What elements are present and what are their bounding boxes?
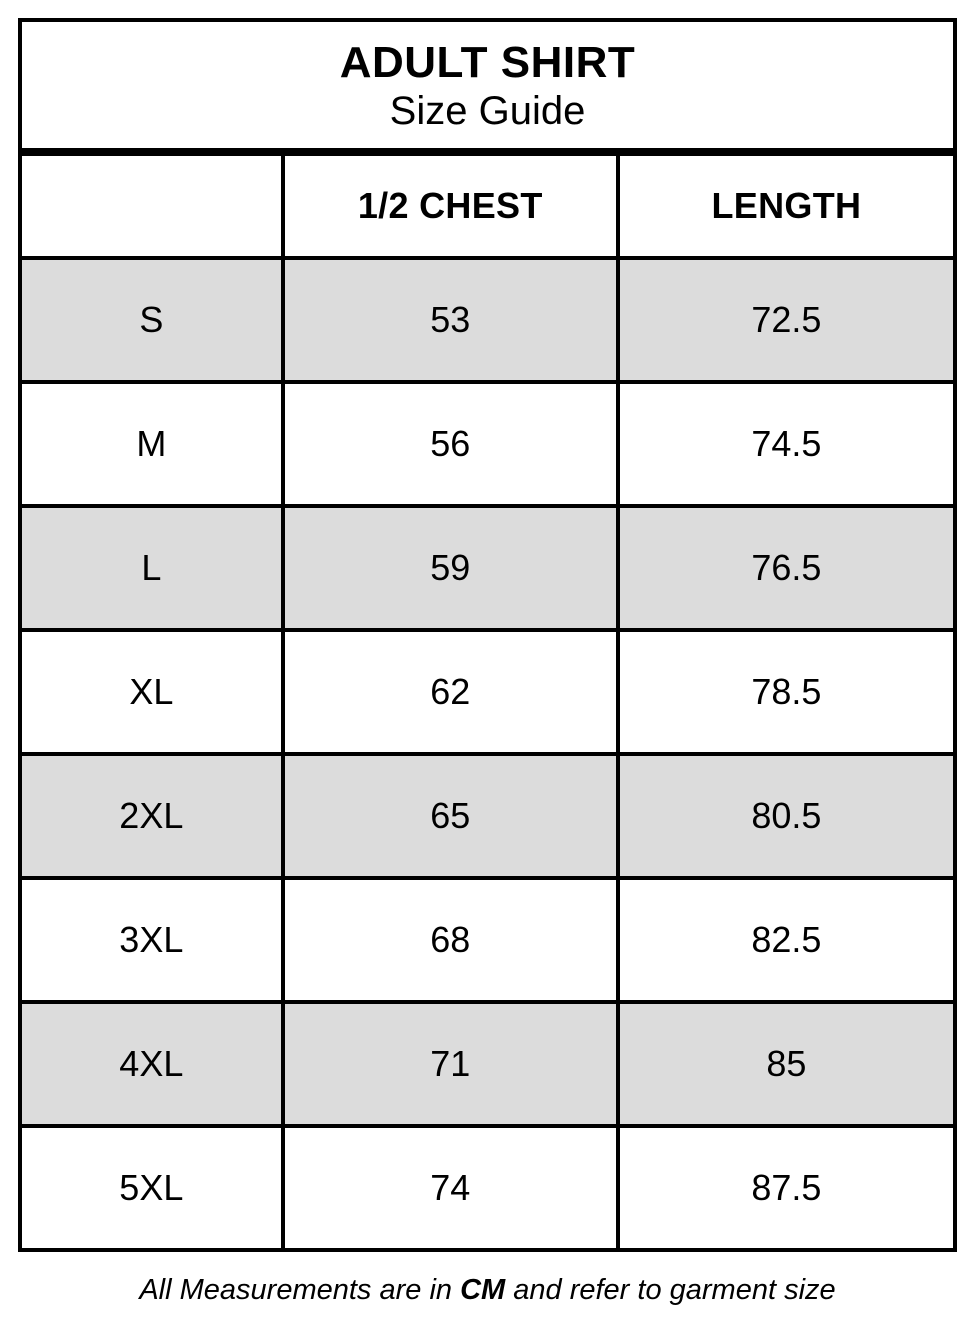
table-row bbox=[22, 506, 953, 630]
table-header-row bbox=[22, 156, 953, 258]
table-row bbox=[22, 1126, 953, 1248]
cell-half-chest: 71 bbox=[283, 1002, 618, 1126]
table-row bbox=[22, 878, 953, 1002]
cell-size: 3XL bbox=[22, 878, 283, 1002]
page-title: ADULT SHIRT bbox=[339, 38, 636, 87]
page-subtitle: Size Guide bbox=[389, 89, 586, 134]
table-row bbox=[22, 1002, 953, 1126]
measurements-table bbox=[22, 156, 953, 1248]
table-row bbox=[22, 754, 953, 878]
cell-length: 76.5 bbox=[618, 506, 953, 630]
footnote-unit: CM bbox=[460, 1274, 506, 1307]
cell-length: 78.5 bbox=[618, 630, 953, 754]
table-row bbox=[22, 258, 953, 382]
cell-length: 87.5 bbox=[751, 1167, 822, 1209]
size-chart bbox=[18, 18, 957, 1248]
column-header-half-chest: 1/2 CHEST bbox=[283, 156, 618, 258]
chart-header bbox=[22, 22, 953, 156]
cell-half-chest: 68 bbox=[283, 878, 618, 1002]
footnote-prefix: All Measurements are in bbox=[139, 1274, 461, 1307]
cell-length: 72.5 bbox=[618, 258, 953, 382]
cell-size: M bbox=[22, 382, 283, 506]
cell-half-chest: 56 bbox=[283, 382, 618, 506]
table-header bbox=[22, 156, 953, 258]
table-body bbox=[22, 258, 953, 1248]
cell-size: 2XL bbox=[22, 754, 283, 878]
cell-size: 5XL bbox=[22, 1126, 283, 1248]
cell-length: 85 bbox=[618, 1002, 953, 1126]
table-row bbox=[22, 382, 953, 506]
cell-half-chest: 59 bbox=[283, 506, 618, 630]
cell-half-chest: 62 bbox=[283, 630, 618, 754]
cell-half-chest: 53 bbox=[283, 258, 618, 382]
cell-size: L bbox=[22, 506, 283, 630]
measurement-footnote bbox=[18, 1248, 957, 1317]
cell-size: 4XL bbox=[22, 1002, 283, 1126]
cell-half-chest: 74 bbox=[283, 1126, 618, 1248]
cell-size: XL bbox=[22, 630, 283, 754]
column-header-size bbox=[22, 156, 283, 258]
table-row bbox=[22, 630, 953, 754]
column-header-length: LENGTH bbox=[618, 156, 953, 258]
footnote-suffix: and refer to garment size bbox=[505, 1274, 836, 1307]
cell-length: 82.5 bbox=[618, 878, 953, 1002]
cell-length: 74.5 bbox=[618, 382, 953, 506]
cell-size: S bbox=[22, 258, 283, 382]
cell-half-chest: 65 bbox=[283, 754, 618, 878]
cell-length: 80.5 bbox=[618, 754, 953, 878]
